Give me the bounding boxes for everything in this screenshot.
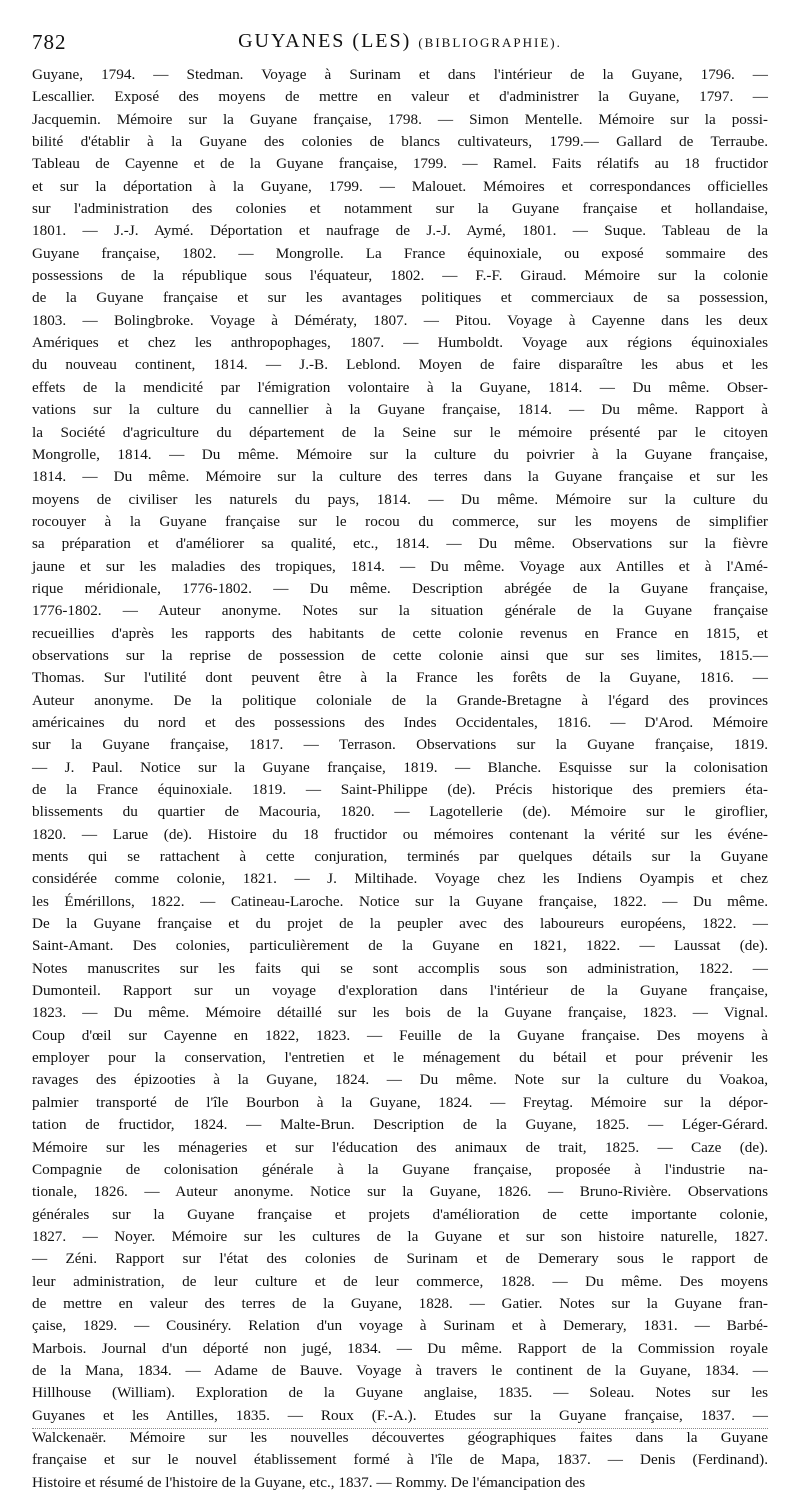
text-line: la Société d'agriculture du département de la Seine sur le mémoire présenté par le citoyen <box>32 423 768 441</box>
text-line: blissements du quartier de Macouria, 1820. — Lagotellerie (de). Mémoire sur le giroflier, <box>32 803 768 821</box>
text-line: jaune et sur les maladies des tropiques, 1814. — Du même. Voyage aux Antilles et à l'Amé- <box>32 557 768 575</box>
text-line: moyens de civiliser les naturels du pays, 1814. — Du même. Mémoire sur la culture du <box>32 490 768 508</box>
text-line: Guyane, 1794. — Stedman. Voyage à Surinam et dans l'intérieur de la Guyane, 1796. — <box>32 66 768 83</box>
text-line: Jacquemin. Mémoire sur la Guyane française, 1798. — Simon Mentelle. Mémoire sur la possi- <box>32 110 768 128</box>
page <box>32 22 768 1494</box>
text-line: ments qui se rattachent à cette conjuration, terminés par quelques détails sur la Guyane <box>32 848 768 866</box>
text-line: — J. Paul. Notice sur la Guyane française, 1819. — Blanche. Esquisse sur la colonisation <box>32 758 768 776</box>
text-line: Marbois. Journal d'un déporté non jugé, 1834. — Du même. Rapport de la Commission royale <box>32 1339 768 1357</box>
text-line: 1823. — Du même. Mémoire détaillé sur les bois de la Guyane française, 1823. — Vignal. <box>32 1004 768 1022</box>
text-line: recueillies d'après les rapports des habitants de cette colonie revenus en France en 1815, et <box>32 624 768 642</box>
text-line: de la Guyane française et sur les avantages politiques et commerciaux de sa possession, <box>32 289 768 307</box>
text-line: considérée comme colonie, 1821. — J. Miltihade. Voyage chez les Indiens Oyampis et chez <box>32 870 768 888</box>
text-line: de la Mana, 1834. — Adame de Bauve. Voyage à travers le continent de la Guyane, 1834. — <box>32 1361 768 1379</box>
running-title-main: GUYANES (LES) <box>238 30 412 52</box>
text-line: française et sur le nouvel établissement formé à l'île de Mapa, 1837. — Denis (Ferdinand). <box>32 1451 768 1469</box>
text-line: tation de fructidor, 1824. — Malte-Brun. Description de la Guyane, 1825. — Léger-Gérard. <box>32 1116 768 1134</box>
text-line: possessions de la république sous l'équateur, 1802. — F.-F. Giraud. Mémoire sur la colonie <box>32 267 768 285</box>
text-line: Hillhouse (William). Exploration de la Guyane anglaise, 1835. — Soleau. Notes sur les <box>32 1384 768 1402</box>
text-line: Tableau de Cayenne et de la Guyane française, 1799. — Ramel. Faits rélatifs au 18 fructidor <box>32 155 768 173</box>
text-line: çaise, 1829. — Cousinéry. Relation d'un voyage à Surinam et à Demerary, 1831. — Barbé- <box>32 1317 768 1335</box>
text-line: américaines du nord et des possessions des Indes Occidentales, 1816. — D'Arod. Mémoire <box>32 713 768 731</box>
text-line: Mémoire sur les ménageries et sur l'éducation des animaux de trait, 1825. — Caze (de). <box>32 1138 768 1156</box>
text-line: 1803. — Bolingbroke. Voyage à Démératy, 1807. — Pitou. Voyage à Cayenne dans les deux <box>32 311 768 329</box>
text-line: et sur la déportation à la Guyane, 1799. — Malouet. Mémoires et correspondances officielles <box>32 177 768 195</box>
text-line: 1801. — J.-J. Aymé. Déportation et naufrage de J.-J. Aymé, 1801. — Suque. Tableau de la <box>32 222 768 240</box>
text-line: sur l'administration des colonies et notamment sur la Guyane française et hollandaise, <box>32 200 768 218</box>
text-line: tionale, 1826. — Auteur anonyme. Notice sur la Guyane, 1826. — Bruno-Rivière. Observations <box>32 1183 768 1201</box>
text-line: Thomas. Sur l'utilité dont peuvent être à la France les forêts de la Guyane, 1816. — <box>32 669 768 687</box>
text-line: Compagnie de colonisation générale à la Guyane française, proposée à l'industrie na- <box>32 1160 768 1178</box>
text-line: 1820. — Larue (de). Histoire du 18 fructidor ou mémoires contenant la vérité sur les événe- <box>32 825 768 843</box>
text-line: Coup d'œil sur Cayenne en 1822, 1823. — Feuille de la Guyane française. Des moyens à <box>32 1026 768 1044</box>
text-line: Dumonteil. Rapport sur un voyage d'exploration dans l'intérieur de la Guyane française, <box>32 982 768 1000</box>
text-line: Notes manuscrites sur les faits qui se sont accomplis sous son administration, 1822. — <box>32 959 768 977</box>
text-line: Amériques et chez les anthropophages, 1807. — Humboldt. Voyage aux régions équinoxiales <box>32 334 768 352</box>
text-line: de mettre en valeur des terres de la Guyane, 1828. — Gatier. Notes sur la Guyane fran- <box>32 1294 768 1312</box>
text-line: vations sur la culture du cannellier à la Guyane française, 1814. — Du même. Rapport à <box>32 401 768 419</box>
text-line: sur la Guyane française, 1817. — Terrason. Observations sur la Guyane française, 1819. <box>32 736 768 754</box>
text-line: 1814. — Du même. Mémoire sur la culture des terres dans la Guyane française et sur les <box>32 468 768 486</box>
text-line: du nouveau continent, 1814. — J.-B. Leblond. Moyen de faire disparaître les abus et les <box>32 356 768 374</box>
text-line: Lescallier. Exposé des moyens de mettre en valeur et d'administrer la Guyane, 1797. — <box>32 88 768 106</box>
text-line: De la Guyane française et du projet de la peupler avec des laboureurs européens, 1822. — <box>32 915 768 933</box>
text-line: 1776-1802. — Auteur anonyme. Notes sur la situation générale de la Guyane française <box>32 602 768 620</box>
text-line: rique méridionale, 1776-1802. — Du même. Description abrégée de la Guyane française, <box>32 579 768 597</box>
text-line: effets de la mendicité par l'émigration volontaire à la Guyane, 1814. — Du même. Obser- <box>32 378 768 396</box>
text-line: sa préparation et d'améliorer sa qualité, etc., 1814. — Du même. Observations sur la fièvre <box>32 535 768 553</box>
text-line: palmier transporté de l'île Bourbon à la Guyane, 1824. — Freytag. Mémoire sur la dépor- <box>32 1093 768 1111</box>
text-line: Histoire et résumé de l'histoire de la Guyane, etc., 1837. — Rommy. De l'émancipation des <box>32 1473 586 1491</box>
text-line: rocouyer à la Guyane française sur le rocou du commerce, sur les moyens de simplifier <box>32 512 768 530</box>
text-line: générales sur la Guyane française et projets d'amélioration de cette importante colonie, <box>32 1205 768 1223</box>
text-line: Auteur anonyme. De la politique coloniale de la Grande-Bretagne à l'égard des provinces <box>32 691 768 709</box>
bibliography-text <box>32 64 768 1494</box>
running-title-sub: (BIBLIOGRAPHIE). <box>418 35 562 50</box>
text-line: bilité d'établir à la Guyane des colonies de blancs cultivateurs, 1799.— Gallard de Terraube. <box>32 133 768 151</box>
text-line: de la France équinoxiale. 1819. — Saint-Philippe (de). Précis historique des premiers éta- <box>32 781 768 798</box>
text-line: observations sur la reprise de possession de cette colonie ainsi que sur ses limites, 1815.— <box>32 646 768 664</box>
text-line: Walckenaër. Mémoire sur les nouvelles découvertes géographiques faites dans la Guyane <box>32 1428 768 1446</box>
text-line: employer pour la conservation, l'entretien et le ménagement du bétail et pour prévenir les <box>32 1049 768 1067</box>
text-line: ravages des épizooties à la Guyane, 1824. — Du même. Note sur la culture du Voakoa, <box>32 1071 768 1089</box>
text-line: leur administration, de leur culture et de leur commerce, 1828. — Du même. Des moyens <box>32 1272 768 1290</box>
text-line: Mongrolle, 1814. — Du même. Mémoire sur la culture du poivrier à la Guyane française, <box>32 445 768 463</box>
text-line: Guyane française, 1802. — Mongrolle. La France équinoxiale, ou exposé sommaire des <box>32 244 768 262</box>
text-line: Saint-Amant. Des colonies, particulièrement de la Guyane en 1821, 1822. — Laussat (de). <box>32 937 768 955</box>
running-header <box>32 22 768 58</box>
bottom-rule <box>32 1428 768 1430</box>
page-number: 782 <box>32 30 67 54</box>
running-title <box>32 30 768 53</box>
text-line: 1827. — Noyer. Mémoire sur les cultures de la Guyane et sur son histoire naturelle, 1827. <box>32 1227 768 1245</box>
text-line: les Émérillons, 1822. — Catineau-Laroche. Notice sur la Guyane française, 1822. — Du même. <box>32 892 768 910</box>
text-line: Guyanes et les Antilles, 1835. — Roux (F.-A.). Etudes sur la Guyane française, 1837. — <box>32 1406 768 1424</box>
text-line: — Zéni. Rapport sur l'état des colonies de Surinam et de Demerary sous le rapport de <box>32 1250 768 1268</box>
